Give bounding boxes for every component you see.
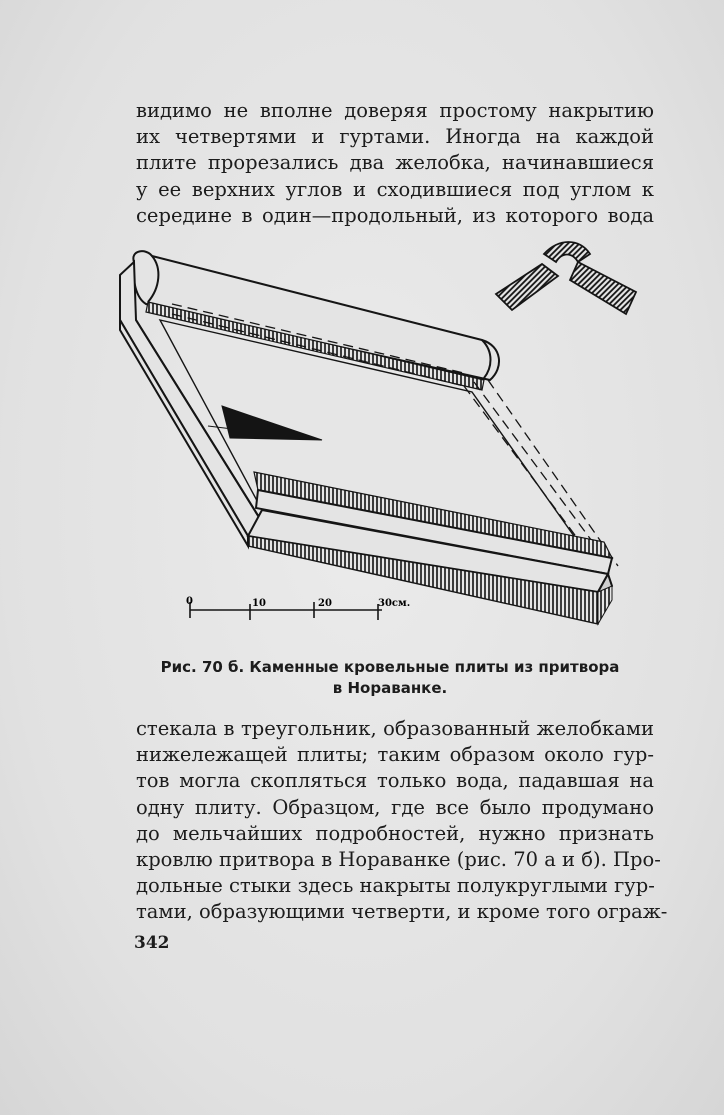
text-line: плите прорезались два желобка, начинавшиеся [136,151,654,175]
caption-line: Рис. 70 б. Каменные кровельные плиты из притвора [160,658,620,676]
text-line: у ее верхних углов и сходившиеся под углом к [136,177,654,201]
text-line: тами, образующими четверти, и кроме того ограж- [136,900,668,924]
text-line: тов могла скопляться только вода, падавшая на [136,769,654,793]
paragraph-bottom [136,716,668,926]
scale-label-0: 0 [186,596,193,607]
page-number: 342 [134,933,170,953]
caption-line: в Нораванке. [332,679,448,697]
text-line: стекала в треугольник, образованный желобками [136,717,654,740]
cross-section-detail [496,242,636,314]
text-line: дольные стыки здесь накрыты полукруглыми гур- [136,874,655,898]
text-line: до мельчайших подробностей, нужно признать [136,821,654,845]
figure-caption [150,657,630,699]
text-line: одну плиту. Образцом, где все было продумано [136,795,654,819]
slab-drawing [120,251,618,624]
paragraph-top [136,98,654,229]
text-line: середине в один—продольный, из которого вода [136,203,654,227]
text-line: кровлю притвора в Нораванке (рис. 70 а и б). Про- [136,847,661,871]
text-line: их четвертями и гуртами. Иногда на каждой [136,125,654,149]
scale-label-10: 10 [252,598,266,609]
scale-bar [190,602,382,620]
roof-slab-illustration [112,240,652,640]
scale-label-20: 20 [318,598,332,609]
text-line: нижележащей плиты; таким образом около гур- [136,743,654,767]
text-line: видимо не вполне доверяя простому накрытию [136,99,654,122]
scale-label-30: 30см. [378,598,411,609]
